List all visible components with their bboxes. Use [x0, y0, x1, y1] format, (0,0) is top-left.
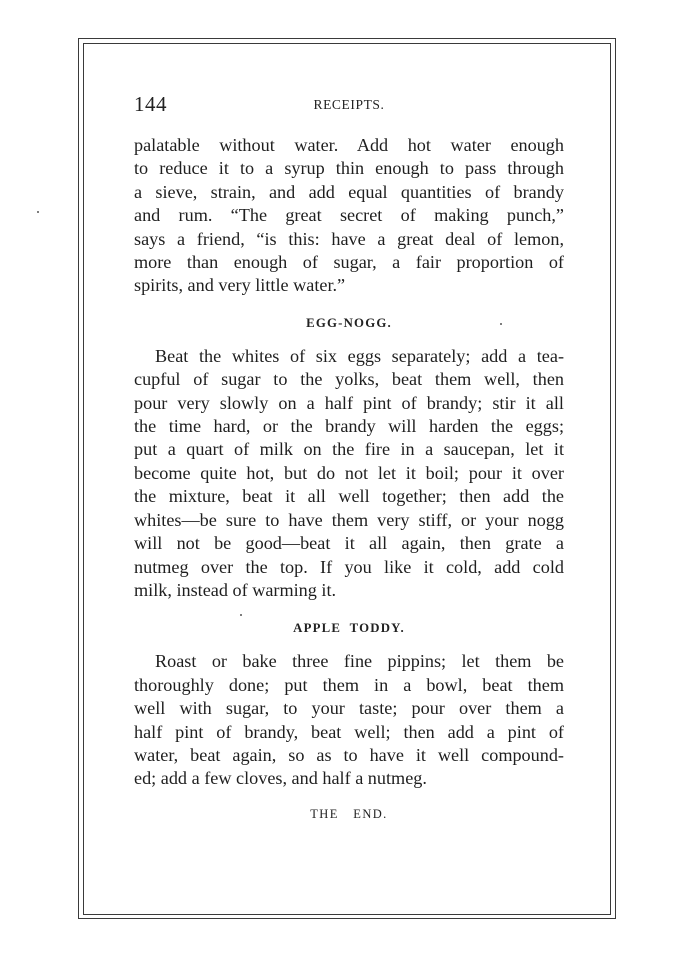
text-line: palatable without water. Add hot water enough	[134, 135, 564, 155]
text-line: spirits, and very little water.”	[134, 275, 346, 296]
book-page	[134, 92, 564, 822]
text-line: put a quart of milk on the fire in a saucepan, let it	[134, 439, 564, 460]
text-line: the mixture, beat it all well together; then add the	[134, 486, 564, 507]
apple-toddy-paragraph	[134, 650, 564, 790]
apple-toddy-heading: APPLE TODDY.	[293, 621, 405, 636]
text-line: water, beat again, so as to have it well compound-	[134, 744, 564, 765]
text-line: will not be good—beat it all again, then grate a	[134, 533, 564, 554]
the-end-colophon: THE END.	[310, 806, 388, 821]
text-line: cupful of sugar to the yolks, beat them well, then	[134, 369, 564, 390]
text-line: milk, instead of warming it.	[134, 579, 337, 600]
text-line: nutmeg over the top. If you like it cold, add cold	[134, 556, 564, 577]
running-head	[134, 92, 564, 118]
text-line: whites—be sure to have them very stiff, or your nogg	[134, 509, 564, 530]
page-number: 144	[134, 92, 167, 116]
egg-nogg-heading: EGG-NOGG.	[306, 315, 392, 330]
text-line: ed; add a few cloves, and half a nutmeg.	[134, 768, 427, 789]
text-line: half pint of brandy, beat well; then add a pint of	[134, 721, 564, 742]
text-line: a sieve, strain, and add equal quantities of brandy	[134, 181, 564, 202]
running-title: RECEIPTS.	[313, 97, 385, 112]
punch-continuation-paragraph	[134, 134, 564, 298]
scan-speck	[37, 211, 39, 213]
egg-nogg-paragraph	[134, 345, 564, 602]
text-line: well with sugar, to your taste; pour over them a	[134, 698, 564, 719]
text-line: more than enough of sugar, a fair proportion of	[134, 252, 564, 273]
text-line: says a friend, “is this: have a great deal of lemon,	[134, 228, 564, 249]
text-line: Beat the whites of six eggs separately; add a tea-	[155, 345, 564, 366]
text-line: thoroughly done; put them in a bowl, beat them	[134, 674, 564, 695]
text-line: and rum. “The great secret of making punch,”	[134, 205, 564, 226]
text-line: the time hard, or the brandy will harden the eggs;	[134, 416, 564, 437]
text-line: Roast or bake three fine pippins; let them be	[155, 651, 564, 672]
text-line: to reduce it to a syrup thin enough to pass through	[134, 158, 564, 179]
text-line: become quite hot, but do not let it boil; pour it over	[134, 462, 564, 483]
text-line: pour very slowly on a half pint of brandy; stir it all	[134, 392, 564, 413]
